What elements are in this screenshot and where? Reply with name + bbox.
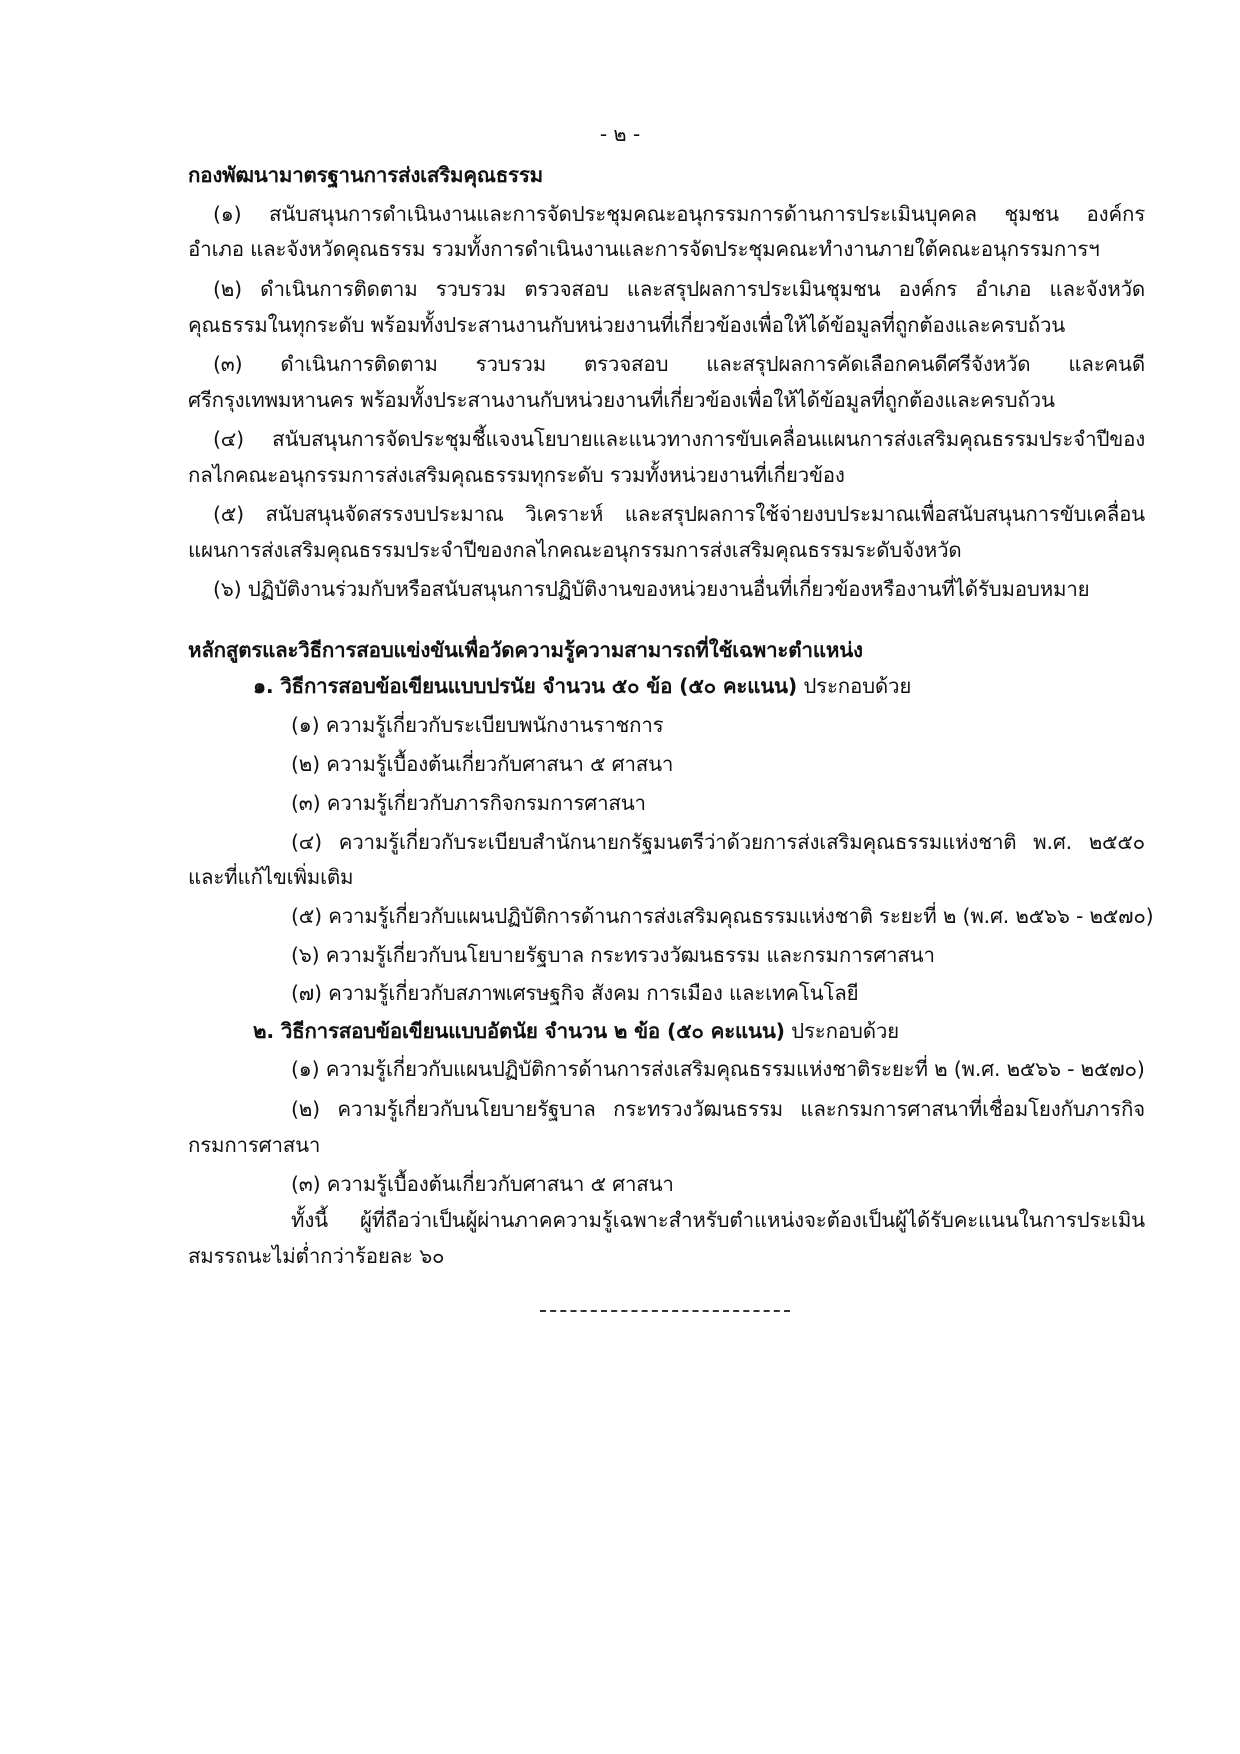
duty-4-line-1: (๔) สนับสนุนการจัดประชุมชี้แจงนโยบายและแนวทางการขับเคลื่อนแผนการส่งเสริมคุณธรรมประจำปีของ	[213, 427, 1145, 451]
exam-part-2-item: (๒) ความรู้เกี่ยวกับนโยบายรัฐบาล กระทรวงวัฒนธรรม และกรมการศาสนาที่เชื่อมโยงกับภารกิจ	[291, 1097, 1145, 1121]
duty-3-line-2: ศรีกรุงเทพมหานคร พร้อมทั้งประสานงานกับหน่วยงานที่เกี่ยวข้องเพื่อให้ได้ข้อมูลที่ถูกต้องและครบถ้วน	[188, 388, 1055, 412]
exam-part-1-item: (๕) ความรู้เกี่ยวกับแผนปฏิบัติการด้านการส่งเสริมคุณธรรมแห่งชาติ ระยะที่ ๒ (พ.ศ. ๒๕๖๖ - ๒๕๗๐)	[291, 904, 1154, 928]
exam-part-2-item: (๑) ความรู้เกี่ยวกับแผนปฏิบัติการด้านการส่งเสริมคุณธรรมแห่งชาติระยะที่ ๒ (พ.ศ. ๒๕๖๖ - ๒๕๗๐)	[291, 1057, 1145, 1081]
conclusion-line-1: ทั้งนี้ ผู้ที่ถือว่าเป็นผู้ผ่านภาคความรู้เฉพาะสำหรับตำแหน่งจะต้องเป็นผู้ได้รับคะแนนในการประเมิน	[291, 1208, 1145, 1232]
duty-5-line-2: แผนการส่งเสริมคุณธรรมประจำปีของกลไกคณะอนุกรรมการส่งเสริมคุณธรรมระดับจังหวัด	[188, 538, 962, 562]
exam-part-2-item: (๓) ความรู้เบื้องต้นเกี่ยวกับศาสนา ๕ ศาสนา	[291, 1172, 674, 1196]
exam-part-1-item: (๓) ความรู้เกี่ยวกับภารกิจกรมการศาสนา	[291, 791, 646, 815]
duty-1-line-1: (๑) สนับสนุนการดำเนินงานและการจัดประชุมคณะอนุกรรมการด้านการประเมินบุคคล ชุมชน องค์กร	[213, 202, 1145, 226]
exam-part-1-item: (๑) ความรู้เกี่ยวกับระเบียบพนักงานราชการ	[291, 713, 664, 737]
duty-3-line-1: (๓) ดำเนินการติดตาม รวบรวม ตรวจสอบ และสรุปผลการคัดเลือกคนดีศรีจังหวัด และคนดี	[213, 352, 1145, 376]
exam-part-2-title: ๒. วิธีการสอบข้อเขียนแบบอัตนัย จำนวน ๒ ข้อ (๕๐ คะแนน) ประกอบด้วย	[253, 1019, 899, 1043]
duty-1-line-2: อำเภอ และจังหวัดคุณธรรม รวมทั้งการดำเนินงานและการจัดประชุมคณะทำงานภายใต้คณะอนุกรรมการฯ	[188, 237, 1100, 261]
page-number: - ๒ -	[599, 122, 641, 146]
exam-part-1-item: (๒) ความรู้เบื้องต้นเกี่ยวกับศาสนา ๕ ศาสนา	[291, 752, 674, 776]
end-divider	[540, 1310, 790, 1312]
duty-2-line-2: คุณธรรมในทุกระดับ พร้อมทั้งประสานงานกับหน่วยงานที่เกี่ยวข้องเพื่อให้ได้ข้อมูลที่ถูกต้องและครบถ้วน	[188, 313, 1066, 337]
exam-part-1-item: (๗) ความรู้เกี่ยวกับสภาพเศรษฐกิจ สังคม การเมือง และเทคโนโลยี	[291, 981, 859, 1005]
section-heading-division: กองพัฒนามาตรฐานการส่งเสริมคุณธรรม	[188, 163, 543, 187]
duty-6-line-1: (๖) ปฏิบัติงานร่วมกับหรือสนับสนุนการปฏิบัติงานของหน่วยงานอื่นที่เกี่ยวข้องหรืองานที่ได้รับมอบหมาย	[213, 577, 1090, 601]
exam-part-1-item-continued: และที่แก้ไขเพิ่มเติม	[188, 865, 354, 889]
conclusion-line-2: สมรรถนะไม่ต่ำกว่าร้อยละ ๖๐	[188, 1244, 445, 1268]
exam-part-1-item: (๔) ความรู้เกี่ยวกับระเบียบสำนักนายกรัฐมนตรีว่าด้วยการส่งเสริมคุณธรรมแห่งชาติ พ.ศ. ๒๕๕๐	[291, 830, 1145, 854]
section-heading-exam: หลักสูตรและวิธีการสอบแข่งขันเพื่อวัดความรู้ความสามารถที่ใช้เฉพาะตำแหน่ง	[188, 638, 863, 662]
duty-2-line-1: (๒) ดำเนินการติดตาม รวบรวม ตรวจสอบ และสรุปผลการประเมินชุมชน องค์กร อำเภอ และจังหวัด	[213, 277, 1145, 301]
duty-4-line-2: กลไกคณะอนุกรรมการส่งเสริมคุณธรรมทุกระดับ รวมทั้งหน่วยงานที่เกี่ยวข้อง	[188, 463, 845, 487]
exam-part-1-item: (๖) ความรู้เกี่ยวกับนโยบายรัฐบาล กระทรวงวัฒนธรรม และกรมการศาสนา	[291, 943, 935, 967]
duty-5-line-1: (๕) สนับสนุนจัดสรรงบประมาณ วิเคราะห์ และสรุปผลการใช้จ่ายงบประมาณเพื่อสนับสนุนการขับเคลื่อน	[213, 502, 1145, 526]
exam-part-1-title: ๑. วิธีการสอบข้อเขียนแบบปรนัย จำนวน ๕๐ ข้อ (๕๐ คะแนน) ประกอบด้วย	[253, 674, 912, 698]
exam-part-2-item-continued: กรมการศาสนา	[188, 1133, 321, 1157]
